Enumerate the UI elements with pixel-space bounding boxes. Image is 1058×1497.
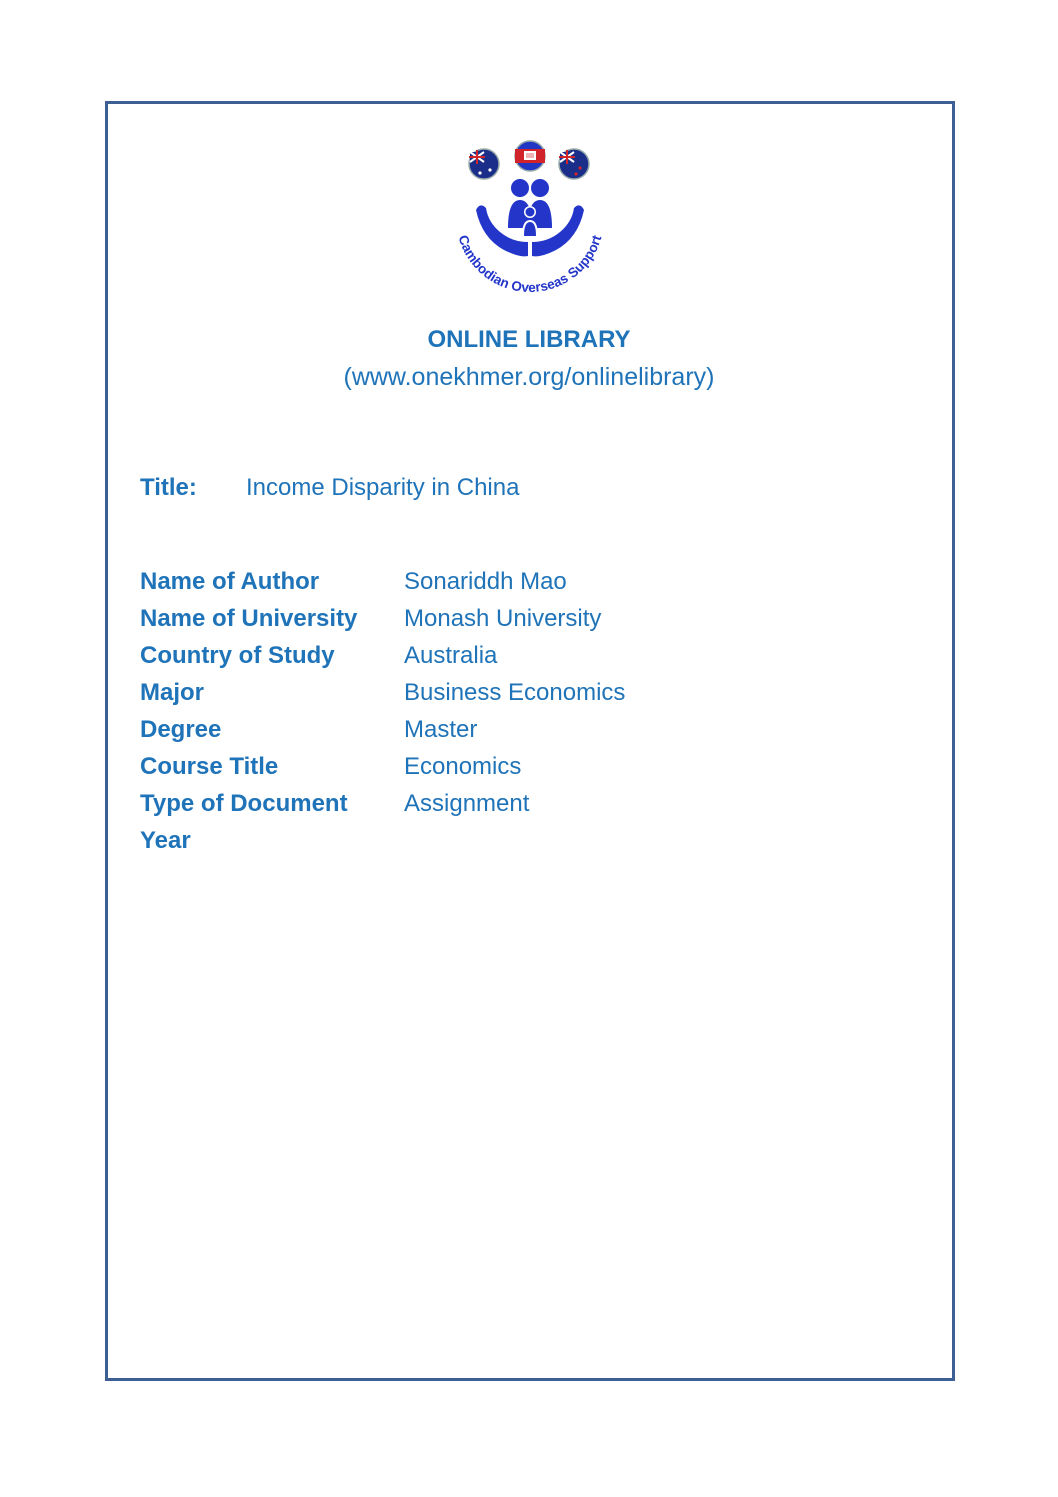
field-label: Year	[140, 827, 191, 854]
logo-arc-text: Cambodian Overseas Support	[455, 233, 605, 296]
field-label: Degree	[140, 716, 222, 743]
field-label: Name of University	[140, 605, 358, 632]
field-value: Economics	[404, 753, 522, 780]
cambodia-flag-icon	[515, 141, 545, 171]
title-label: Title:	[140, 474, 197, 501]
field-value: Australia	[404, 642, 498, 669]
australia-flag-icon	[469, 149, 499, 179]
title-value: Income Disparity in China	[246, 474, 520, 501]
field-value: Assignment	[404, 790, 530, 817]
field-value: Sonariddh Mao	[404, 568, 567, 595]
field-label: Name of Author	[140, 568, 320, 595]
library-title: ONLINE LIBRARY	[427, 326, 631, 353]
field-label: Major	[140, 679, 205, 706]
new-zealand-flag-icon	[559, 149, 589, 179]
field-value: Monash University	[404, 605, 602, 632]
field-value: Master	[404, 716, 478, 743]
cambodian-overseas-support-logo	[442, 138, 618, 304]
field-label: Country of Study	[140, 642, 335, 669]
field-label: Type of Document	[140, 790, 348, 817]
library-url: (www.onekhmer.org/onlinelibrary)	[343, 363, 715, 391]
family-icon	[508, 179, 552, 236]
field-value: Business Economics	[404, 679, 626, 706]
field-label: Course Title	[140, 753, 279, 780]
